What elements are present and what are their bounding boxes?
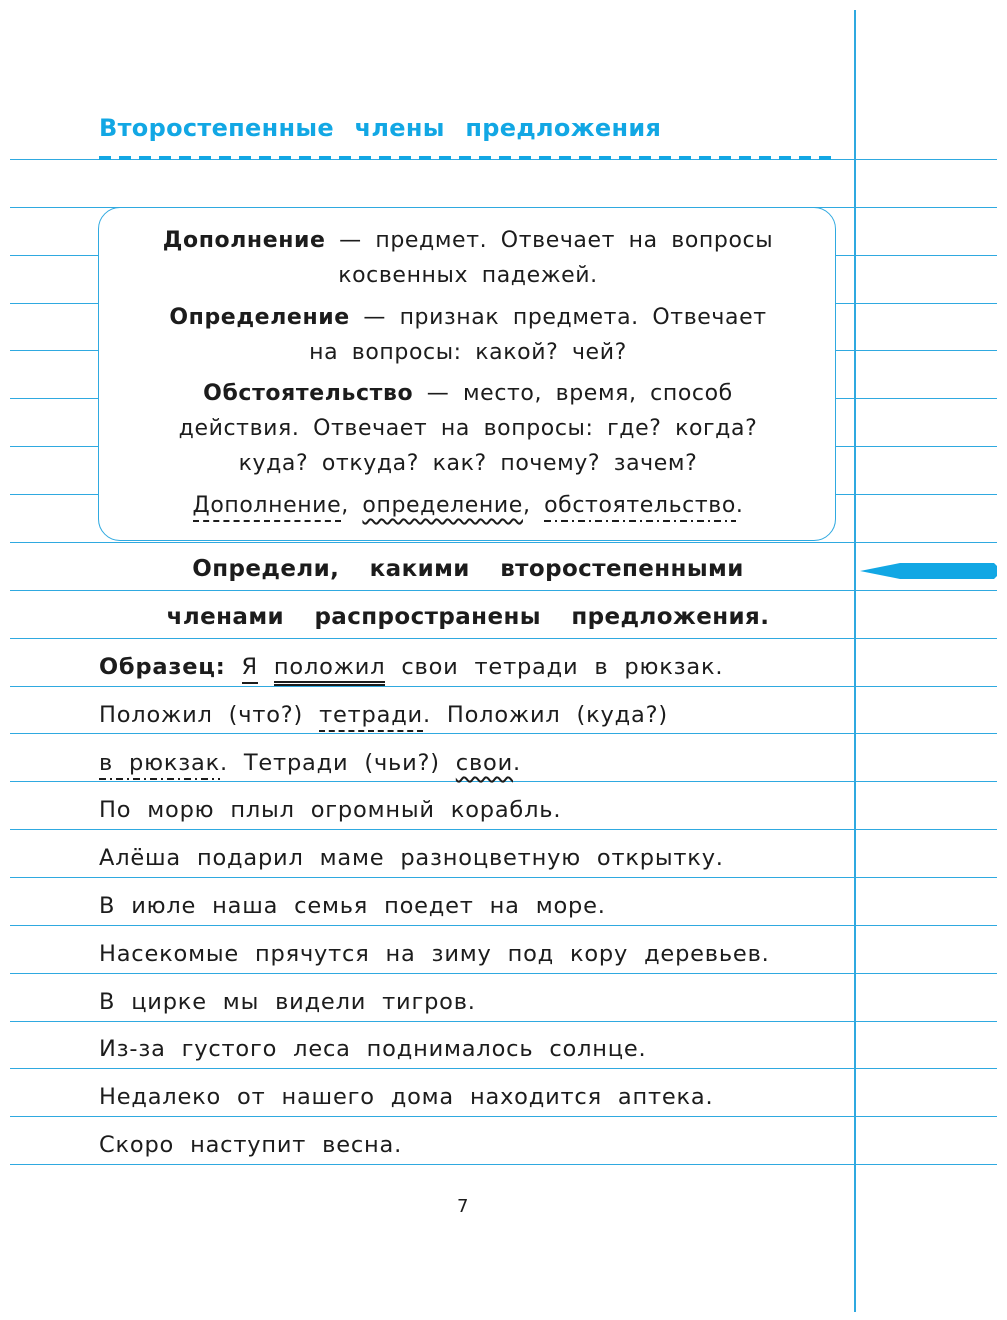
ruled-line (10, 781, 997, 782)
def-opredelenie-1: — признак предмета. Отвечает (349, 305, 767, 330)
exercise-sentence: Недалеко от нашего дома находится аптека. (99, 1084, 714, 1110)
example-question-2: . Положил (куда?) (422, 702, 668, 728)
ruled-line (10, 925, 997, 926)
rule-dopolnenie-line-2: косвенных падежей. (338, 263, 598, 288)
exercise-sentence: По морю плыл огромный корабль. (99, 797, 562, 823)
page-title: Второстепенные члены предложения (99, 114, 662, 142)
example-end: . (513, 750, 521, 776)
rule-dopolnenie-line-1 (99, 228, 837, 253)
rule-opredelenie-line-1 (99, 305, 837, 330)
example-subject: Я (242, 654, 258, 684)
example-label: Образец: (99, 654, 226, 680)
example-question-1: Положил (что?) (99, 702, 304, 728)
legend-sep: , (341, 493, 349, 518)
legend-obstoyatelstvo: обстоятельство (544, 493, 736, 522)
legend-sep: , (522, 493, 531, 518)
def-obst-1: — место, время, способ (413, 381, 733, 406)
exercise-sentence: Алёша подарил маме разноцветную открытку. (99, 845, 724, 871)
ruled-line (10, 638, 997, 639)
ruled-line (10, 542, 997, 543)
example-line-1 (99, 654, 723, 680)
ruled-line (10, 1164, 997, 1165)
exercise-sentence: Скоро наступит весна. (99, 1132, 403, 1158)
example-question-3: . Тетради (чьи?) (219, 750, 440, 776)
term-dopolnenie: Дополнение (162, 228, 326, 253)
example-line-2 (99, 702, 668, 728)
ruled-line (10, 590, 997, 591)
page-number: 7 (457, 1196, 469, 1217)
exercise-sentence: Насекомые прячутся на зиму под кору деревьев. (99, 941, 770, 967)
rule-obst-line-2: действия. Отвечает на вопросы: где? когда? (178, 416, 758, 441)
ruled-line (10, 1068, 997, 1069)
example-object: тетради (319, 702, 423, 732)
ruled-line (10, 686, 997, 687)
rule-obst-line-1 (99, 381, 837, 406)
title-dashed-underline (99, 156, 837, 160)
exercise-sentence: В цирке мы видели тигров. (99, 989, 476, 1015)
ruled-line (10, 733, 997, 734)
example-line-3 (99, 750, 521, 776)
exercise-sentence: В июле наша семья поедет на море. (99, 893, 606, 919)
def-dopolnenie-1: — предмет. Отвечает на вопросы (325, 228, 774, 253)
ruled-line (10, 1116, 997, 1117)
rule-box (98, 207, 836, 541)
term-obstoyatelstvo: Обстоятельство (203, 381, 414, 406)
example-rest: свои тетради в рюкзак. (401, 654, 724, 680)
term-opredelenie: Определение (169, 305, 350, 330)
underline-legend (99, 493, 837, 518)
rule-obst-line-3: куда? откуда? как? почему? зачем? (238, 451, 698, 476)
exercise-sentence: Из-за густого леса поднималось солнце. (99, 1036, 647, 1062)
rule-opredelenie-line-2: на вопросы: какой? чей? (309, 340, 627, 365)
example-predicate: положил (274, 654, 386, 686)
ruled-line (10, 1021, 997, 1022)
ruled-line (10, 829, 997, 830)
legend-end: . (735, 493, 744, 518)
legend-opredelenie: определение (362, 493, 523, 518)
task-line-2: членами распространены предложения. (166, 604, 770, 630)
task-line-1: Определи, какими второстепенными (192, 556, 744, 582)
ruled-line (10, 973, 997, 974)
ruled-line (10, 877, 997, 878)
pencil-marker-icon (860, 562, 997, 580)
legend-dopolnenie: Дополнение (193, 493, 342, 522)
example-adverbial: в рюкзак (99, 750, 220, 780)
margin-line (854, 10, 856, 1312)
example-attribute: свои (455, 750, 514, 776)
